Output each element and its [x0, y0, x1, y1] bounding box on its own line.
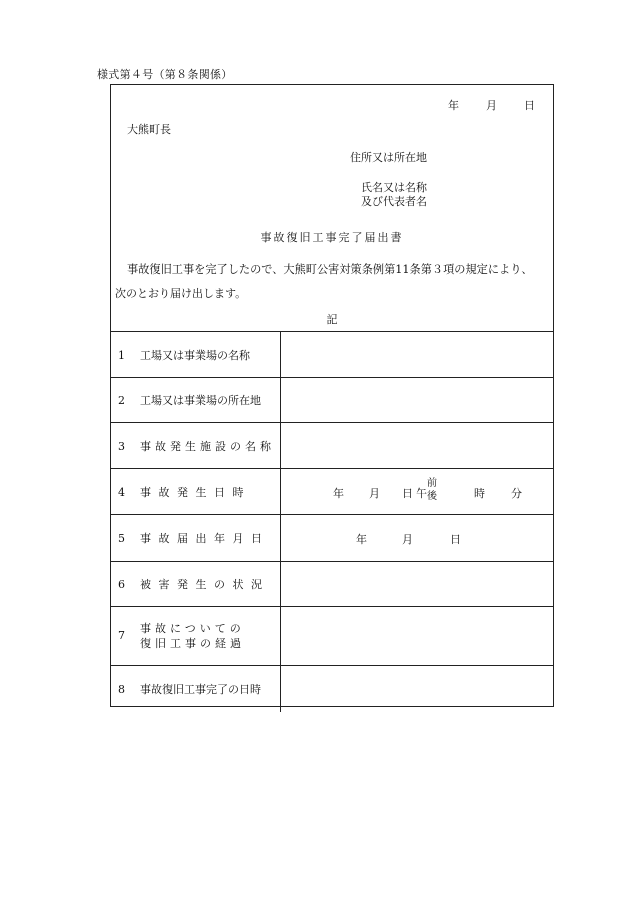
item-value-field[interactable] — [281, 423, 554, 469]
item-label: 7事故についての 復旧工事の経過 — [111, 607, 281, 666]
item-value-field[interactable] — [281, 562, 554, 607]
table-row — [111, 332, 553, 378]
ki-heading: 記 — [326, 313, 338, 326]
table-row — [111, 423, 553, 469]
address-label: 住所又は所在地 — [350, 151, 427, 164]
name-label: 氏名又は名称 — [361, 181, 427, 194]
representative-label: 及び代表者名 — [361, 195, 427, 208]
item-value-field[interactable] — [281, 378, 554, 423]
occurrence-datetime-field[interactable]: 年 月 日 午 前 後 時 分 — [281, 469, 554, 515]
table-row — [111, 515, 553, 562]
item-label: 3 事故発生施設の名称 — [111, 423, 281, 469]
item-value-field[interactable] — [281, 666, 554, 712]
table-row — [111, 562, 553, 607]
report-date-field[interactable]: 年 月 日 — [281, 515, 554, 562]
item-label: 4 事故発生日時 — [111, 469, 281, 515]
table-row — [111, 378, 553, 423]
form-number: 様式第４号（第８条関係） — [97, 68, 233, 81]
item-label: 1 工場又は事業場の名称 — [111, 332, 281, 378]
item-label: 6 被害発生の状況 — [111, 562, 281, 607]
item-label: 8 事故復旧工事完了の日時 — [111, 666, 281, 712]
date-year: 年 — [448, 99, 459, 112]
table-row — [111, 469, 553, 515]
table-row — [111, 607, 553, 666]
date-day: 日 — [524, 99, 535, 112]
items-table — [111, 331, 553, 712]
body-text-line-1: 事故復旧工事を完了したので、大熊町公害対策条例第11条第３項の規定により、 — [127, 263, 533, 276]
table-row — [111, 666, 553, 712]
item-label: 2 工場又は事業場の所在地 — [111, 378, 281, 423]
item-label: 5 事故届出年月日 — [111, 515, 281, 562]
form-frame — [110, 84, 554, 707]
item-value-field[interactable] — [281, 607, 554, 666]
date-month: 月 — [486, 99, 497, 112]
document-title: 事故復旧工事完了届出書 — [260, 231, 404, 244]
addressee: 大熊町長 — [127, 123, 171, 136]
item-value-field[interactable] — [281, 332, 554, 378]
body-text-line-2: 次のとおり届け出します。 — [115, 287, 247, 300]
date-line — [448, 97, 535, 113]
